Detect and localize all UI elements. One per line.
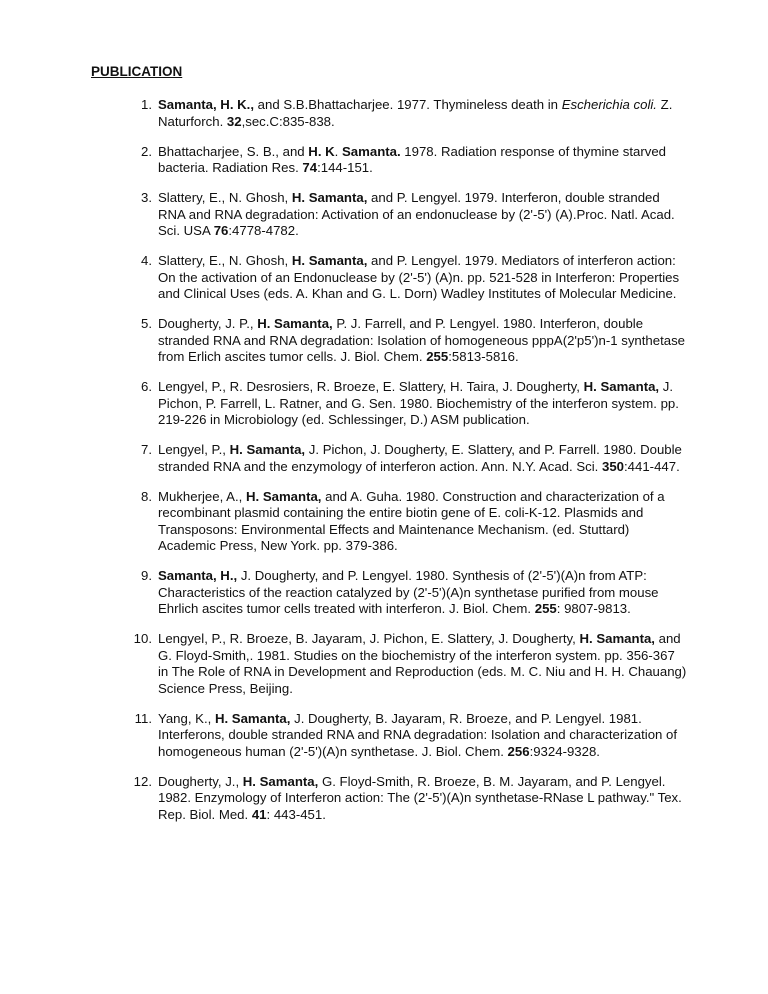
page-heading: PUBLICATION (91, 64, 183, 79)
citation-bold-segment: 350 (602, 458, 625, 474)
citation-segment: Lengyel, P., R. Desrosiers, R. Broeze, E. Slattery, H. Taira, J. Dougherty, (158, 379, 584, 394)
citation-segment: Lengyel, P., R. Broeze, B. Jayaram, J. Pichon, E. Slattery, J. Dougherty, (158, 631, 580, 646)
publication-list (0, 97, 768, 837)
entry-number: 12. (133, 773, 152, 789)
citation-bold-segment: 41 (251, 806, 267, 822)
citation-bold-segment: 74 (302, 160, 318, 175)
citation-segment: J. Dougherty, and P. Lengyel. 1980. Synthesis of (2'-5')(A)n from ATP: Characteristics of the reaction catalyzed by (2'-5')(A)n synthetase purified from mouse Ehrlich ascites tumor cells treated with interferon. J. Biol. Chem. (158, 568, 659, 616)
entry-number: 8. (141, 488, 152, 504)
entry-citation (158, 631, 688, 697)
citation-bold-segment: H. Samanta, (214, 710, 295, 726)
publication-entry (0, 774, 768, 824)
publication-entry (0, 190, 768, 240)
entry-citation (158, 442, 688, 475)
citation-segment: :5813-5816. (448, 349, 519, 364)
citation-bold-segment: 256 (507, 743, 530, 759)
citation-bold-segment: H. Samanta, (579, 631, 655, 646)
citation-bold-segment: H. Samanta, (242, 773, 319, 789)
citation-segment: and G. Floyd-Smith,. 1981. Studies on the biochemistry of the interferon system. pp. 356-367 in The Role of RNA in Development and Reproduction (eds. M. C. Niu and H. H. Chauang) Science Press, Beijing. (158, 631, 687, 696)
publication-entry (0, 379, 768, 429)
entry-number: 3. (141, 190, 152, 205)
publication-entry (0, 631, 768, 697)
entry-citation (158, 190, 688, 240)
citation-segment: G. Floyd-Smith, R. Broeze, B. M. Jayaram, and P. Lengyel. 1982. Enzymology of Interferon action: The (2'-5')(A)n synthetase-RNase L pathway." Tex. Rep. Biol. Med. (158, 773, 682, 822)
citation-segment: and S.B.Bhattacharjee. 1977. Thymineless death in (254, 97, 562, 112)
citation-bold-segment: Samanta. (342, 143, 401, 159)
citation-segment: J. Pichon, P. Farrell, L. Ratner, and G. Sen. 1980. Biochemistry of the interferon system. pp. 219-226 in Microbiology (ed. Schlessinger, D.) ASM publication. (158, 379, 679, 427)
entry-citation (158, 711, 688, 761)
entry-citation (158, 144, 688, 177)
citation-segment: Dougherty, J. P., (158, 316, 258, 331)
citation-segment: :144-151. (317, 160, 373, 175)
citation-segment: Yang, K., (158, 710, 215, 726)
citation-segment: and P. Lengyel. 1979. Mediators of interferon action: On the activation of an Endonuclease by (2'-5') (A)n. pp. 521-528 in Interferon: Properties and Clinical Uses (eds. A. Khan and G. L. Dorn) Wadley Institutes of Molecular Medicine. (158, 253, 680, 301)
citation-segment: Lengyel, P., (158, 442, 230, 457)
citation-bold-segment: H. K (308, 143, 335, 159)
citation-bold-segment: Samanta, H. K., (158, 97, 255, 112)
entry-number: 10. (133, 631, 152, 646)
citation-segment: : 443-451. (266, 806, 326, 822)
citation-bold-segment: H. Samanta, (291, 190, 368, 205)
citation-bold-segment: H. Samanta, (583, 379, 660, 394)
citation-segment: Bhattacharjee, S. B., and (158, 143, 309, 159)
entry-citation (158, 379, 688, 429)
entry-number: 5. (141, 316, 152, 331)
publication-entry (0, 144, 768, 177)
entry-number: 9. (141, 568, 152, 583)
citation-bold-segment: 255 (426, 349, 449, 364)
publication-entry (0, 253, 768, 303)
citation-bold-segment: H. Samanta, (229, 442, 306, 457)
publication-entry (0, 442, 768, 475)
citation-segment: Dougherty, J., (158, 773, 243, 789)
citation-segment: 1978. Radiation response of thymine starved bacteria. Radiation Res. (158, 143, 667, 175)
publication-entry (0, 97, 768, 130)
citation-bold-segment: 32 (226, 113, 242, 129)
citation-segment: ,sec.C:835-838. (241, 113, 335, 129)
citation-segment: and A. Guha. 1980. Construction and characterization of a recombinant plasmid containing the entire biotin gene of E. coli-K-12. Plasmids and Transposons: Environmental Effects and Maintenance Mechanism. (ed. Stuttard) Academic Press, New York. pp. 379-386. (158, 488, 665, 553)
entry-citation (158, 568, 688, 618)
citation-bold-segment: H. Samanta, (257, 316, 333, 331)
citation-segment: and P. Lengyel. 1979. Interferon, double stranded RNA and RNA degradation: Activation of an endonuclease by (2'-5') (A).Proc. Natl. Acad. Sci. USA (158, 190, 675, 238)
entry-number: 11. (134, 710, 152, 726)
citation-segment: :441-447. (624, 458, 680, 474)
citation-segment: Mukherjee, A., (158, 488, 246, 504)
publication-entry (0, 711, 768, 761)
citation-bold-segment: 255 (534, 601, 557, 616)
entry-number: 2. (141, 143, 152, 159)
publication-entry (0, 489, 768, 555)
citation-segment: Z. Naturforch. (158, 97, 673, 129)
citation-bold-segment: H. Samanta, (245, 488, 322, 504)
citation-segment: : 9807-9813. (556, 601, 631, 616)
citation-segment: . (334, 143, 342, 159)
entry-number: 1. (141, 97, 152, 112)
entry-citation (158, 253, 688, 303)
publication-entry (0, 316, 768, 366)
entry-citation (158, 489, 688, 555)
citation-italic-segment: Escherichia coli. (561, 97, 657, 112)
citation-bold-segment: H. Samanta, (291, 253, 368, 268)
citation-bold-segment: 76 (213, 223, 229, 238)
entry-citation (158, 316, 688, 366)
entry-citation (158, 97, 688, 130)
publication-entry (0, 568, 768, 618)
citation-segment: J. Dougherty, B. Jayaram, R. Broeze, and P. Lengyel. 1981. Interferons, double stranded RNA and RNA degradation: Isolation and characterization of homogeneous human (2'-5')(A)n synthetase. J. Biol. Chem. (158, 710, 678, 759)
citation-segment: Slattery, E., N. Ghosh, (158, 190, 292, 205)
entry-number: 7. (141, 442, 152, 457)
entry-citation (158, 774, 688, 824)
entry-number: 4. (141, 253, 152, 268)
citation-segment: Slattery, E., N. Ghosh, (158, 253, 292, 268)
entry-number: 6. (141, 379, 152, 394)
citation-bold-segment: Samanta, H., (158, 568, 241, 583)
citation-segment: :9324-9328. (529, 743, 600, 759)
citation-segment: :4778-4782. (228, 223, 299, 238)
citation-segment: P. J. Farrell, and P. Lengyel. 1980. Interferon, double stranded RNA and RNA degradation: Isolation of homogeneous pppA(2'p5')n-1 synthetase from Erlich ascites tumor cells. J. Biol. Chem. (158, 316, 686, 364)
citation-segment: J. Pichon, J. Dougherty, E. Slattery, and P. Farrell. 1980. Double stranded RNA and the enzymology of interferon action. Ann. N.Y. Acad. Sci. (158, 442, 682, 474)
